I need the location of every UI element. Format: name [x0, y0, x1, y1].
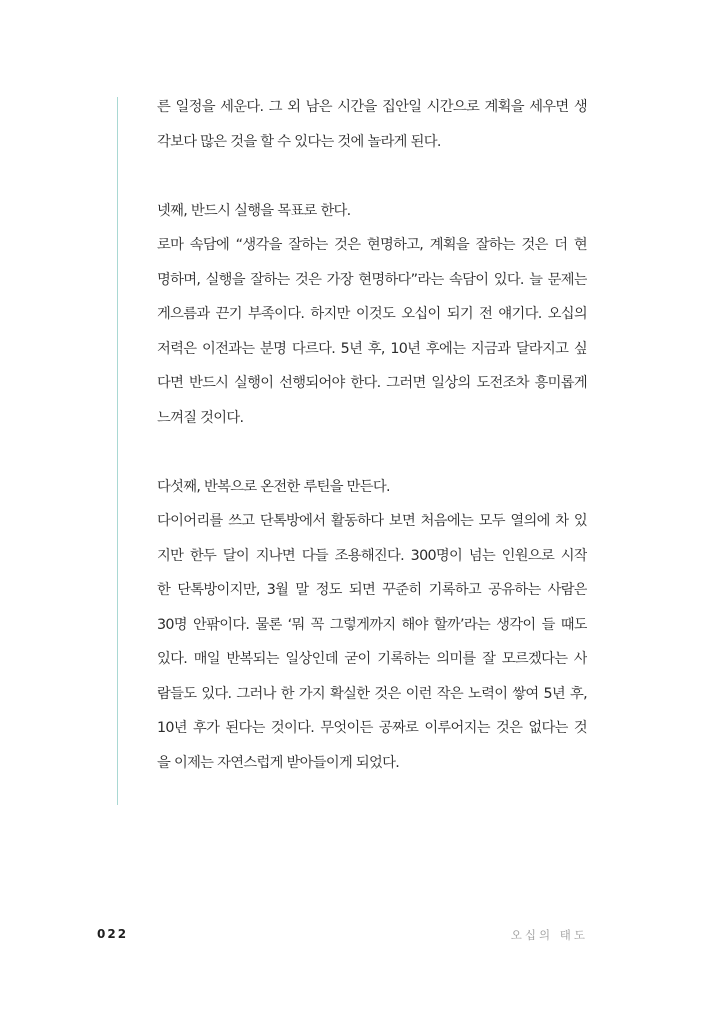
text-line: 을 이제는 자연스럽게 받아들이게 되었다.	[157, 754, 400, 771]
paragraph-gap	[157, 159, 587, 194]
text-line: 느껴질 것이다.	[157, 409, 244, 426]
page-number: 022	[97, 927, 129, 941]
text-line: 게으름과 끈기 부족이다. 하지만 이것도 오십이 되기 전 얘기다. 오십의	[157, 306, 587, 322]
text-line: 각보다 많은 것을 할 수 있다는 것에 놀라게 된다.	[157, 133, 441, 150]
paragraph-gap	[157, 435, 587, 470]
text-line: 로마 속담에 “생각을 잘하는 것은 현명하고, 계획을 잘하는 것은 더 현	[157, 237, 587, 253]
section-heading: 넷째, 반드시 실행을 목표로 한다.	[157, 202, 351, 219]
running-title: 오십의 태도	[510, 928, 588, 942]
text-line: 른 일정을 세운다. 그 외 남은 시간을 집안일 시간으로 계획을 세우면 생	[157, 99, 587, 115]
text-line: 한 단톡방이지만, 3월 말 정도 되면 꾸준히 기록하고 공유하는 사람은	[157, 582, 587, 598]
text-line: 저력은 이전과는 분명 다르다. 5년 후, 10년 후에는 지금과 달라지고 싶	[157, 340, 587, 357]
text-line: 30명 안팎이다. 물론 ‘뭐 꼭 그렇게까지 해야 할까’라는 생각이 들 때도	[157, 616, 587, 633]
text-line: 10년 후가 된다는 것이다. 무엇이든 공짜로 이루어지는 것은 없다는 것	[157, 720, 587, 736]
text-line: 다이어리를 쓰고 단톡방에서 활동하다 보면 처음에는 모두 열의에 차 있	[157, 513, 587, 529]
text-line: 명하며, 실행을 잘하는 것은 가장 현명하다”라는 속담이 있다. 늘 문제는	[157, 271, 587, 288]
text-line: 람들도 있다. 그러나 한 가지 확실한 것은 이런 작은 노력이 쌓여 5년 후,	[157, 685, 587, 702]
text-line: 지만 한두 달이 지나면 다들 조용해진다. 300명이 넘는 인원으로 시작	[157, 547, 587, 564]
text-line: 있다. 매일 반복되는 일상인데 굳이 기록하는 의미를 잘 모르겠다는 사	[157, 651, 587, 667]
section-heading: 다섯째, 반복으로 온전한 루틴을 만든다.	[157, 478, 390, 495]
body-text	[157, 90, 587, 780]
margin-rule	[117, 97, 118, 805]
text-line: 다면 반드시 실행이 선행되어야 한다. 그러면 일상의 도전조차 흥미롭게	[157, 375, 587, 391]
